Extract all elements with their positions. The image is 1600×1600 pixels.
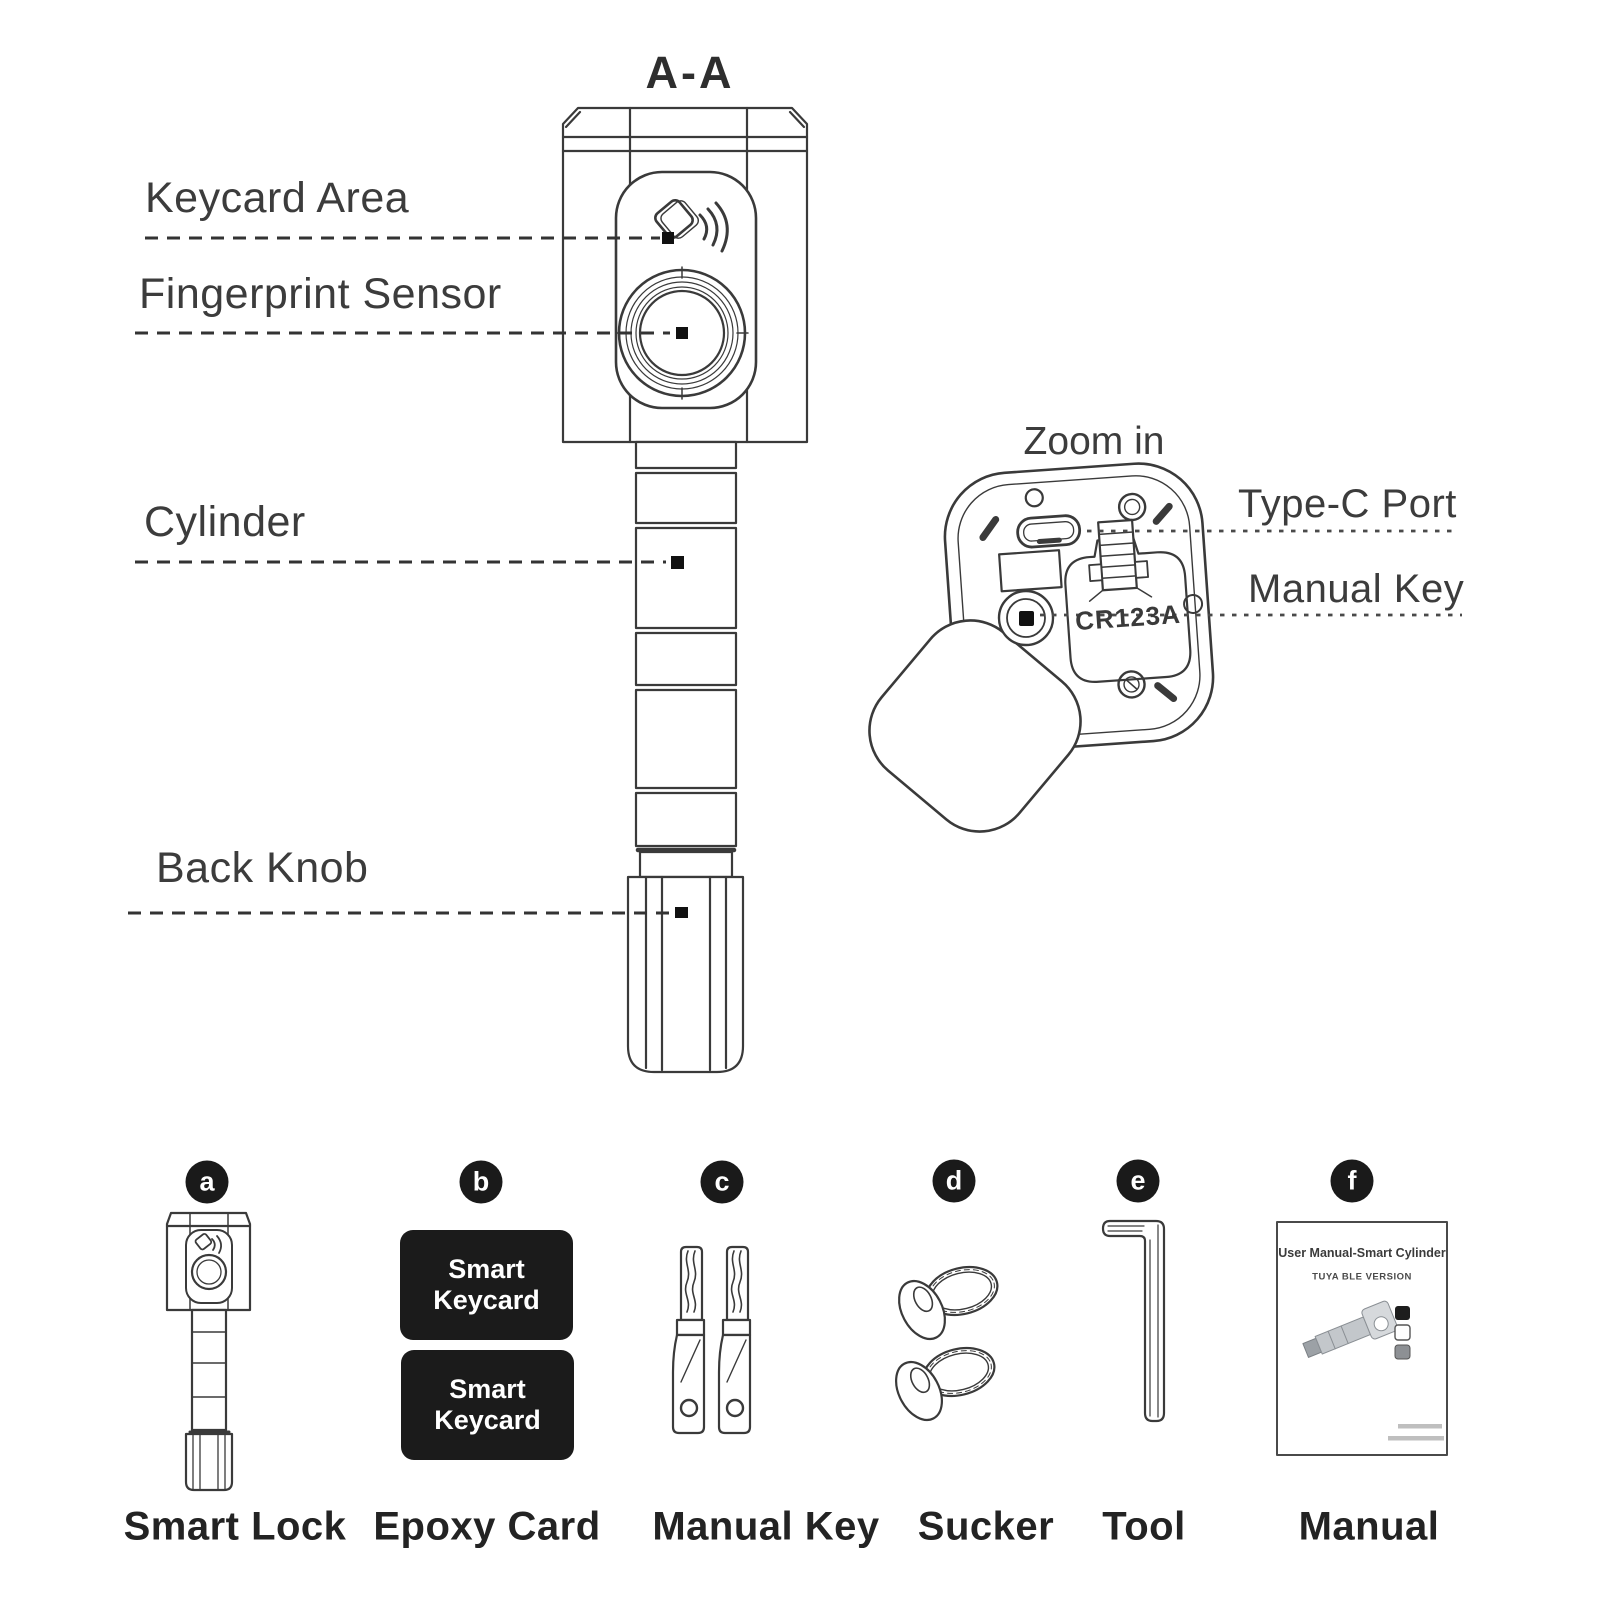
sucker <box>887 1341 1000 1428</box>
zoom-in-title: Zoom in <box>1023 420 1165 463</box>
suckers-drawing <box>887 1260 1003 1428</box>
smart-keycard <box>401 1350 574 1460</box>
mini-smart-lock-drawing <box>167 1213 250 1490</box>
smart-keycard <box>400 1230 573 1340</box>
manual-page-subtitle: TUYA BLE VERSION <box>1312 1271 1412 1283</box>
marker-cylinder <box>671 556 684 569</box>
cylinder-shaft <box>636 442 736 877</box>
item-label-sucker: Sucker <box>917 1504 1055 1549</box>
battery-model-label: CR123A <box>1074 598 1182 637</box>
badge-f: f <box>1331 1160 1374 1203</box>
badge-b: b <box>460 1161 503 1204</box>
pcb-window <box>999 550 1061 591</box>
item-label-smart-lock: Smart Lock <box>123 1504 347 1549</box>
hex-tool-drawing <box>1103 1221 1164 1421</box>
item-label-epoxy-card: Epoxy Card <box>373 1504 601 1549</box>
lock-head <box>563 108 807 442</box>
marker-back-knob <box>675 907 688 918</box>
badge-d: d <box>933 1160 976 1203</box>
smart-lock-drawing <box>563 108 807 1072</box>
callout-keycard-area: Keycard Area <box>145 174 410 222</box>
callout-cylinder: Cylinder <box>144 498 306 546</box>
marker-fingerprint <box>676 327 688 339</box>
back-knob <box>628 877 743 1072</box>
key <box>673 1247 704 1433</box>
marker-keycard-area <box>662 232 674 244</box>
item-label-manual-key: Manual Key <box>652 1504 880 1549</box>
callout-fingerprint-sensor: Fingerprint Sensor <box>139 270 502 318</box>
manual-keys-drawing <box>673 1247 750 1433</box>
callout-type-c-port: Type-C Port <box>1238 482 1457 526</box>
manual-keyhole <box>999 591 1053 645</box>
badge-c: c <box>701 1161 744 1204</box>
item-label-tool: Tool <box>1102 1504 1186 1549</box>
section-title: A-A <box>645 47 735 98</box>
key <box>719 1247 750 1433</box>
sucker <box>890 1260 1003 1347</box>
badge-e: e <box>1117 1160 1160 1203</box>
smart-keycard-text: Smart Keycard <box>434 1374 541 1435</box>
smart-keycard-text: Smart Keycard <box>433 1254 540 1315</box>
battery-compartment-plate <box>848 459 1217 853</box>
callout-manual-key: Manual Key <box>1248 567 1465 611</box>
item-label-manual: Manual <box>1298 1504 1440 1549</box>
callout-back-knob: Back Knob <box>156 844 369 892</box>
manual-page-title: User Manual-Smart Cylinder <box>1278 1246 1446 1260</box>
badge-a: a <box>186 1161 229 1204</box>
